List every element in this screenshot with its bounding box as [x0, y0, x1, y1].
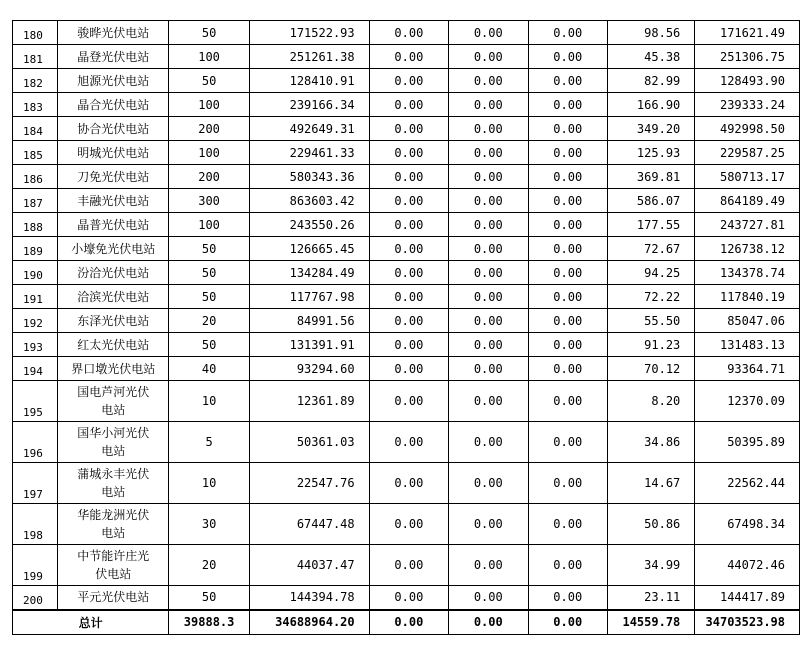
station-name: 晶普光伏电站: [58, 213, 169, 237]
value-cell: 0.00: [369, 381, 448, 422]
value-cell: 0.00: [369, 422, 448, 463]
total-value-cell: 243727.81: [695, 213, 800, 237]
value-cell: 0.00: [528, 93, 607, 117]
table-row: [13, 261, 800, 285]
value-cell: 0.00: [449, 165, 528, 189]
value-cell: 369.81: [607, 165, 694, 189]
total-value-cell: 50395.89: [695, 422, 800, 463]
value-cell: 44037.47: [249, 545, 369, 586]
value-cell: 8.20: [607, 381, 694, 422]
value-cell: 0.00: [369, 141, 448, 165]
capacity-cell: 20: [169, 545, 250, 586]
row-number: 194: [13, 357, 58, 381]
capacity-cell: 50: [169, 261, 250, 285]
value-cell: 0.00: [528, 21, 607, 45]
value-cell: 50361.03: [249, 422, 369, 463]
row-number: 181: [13, 45, 58, 69]
value-cell: 126665.45: [249, 237, 369, 261]
table-row: [13, 463, 800, 504]
capacity-cell: 10: [169, 381, 250, 422]
table-body: [13, 21, 800, 635]
total-value-cell: 128493.90: [695, 69, 800, 93]
table-row: [13, 381, 800, 422]
value-cell: 492649.31: [249, 117, 369, 141]
row-number: 198: [13, 504, 58, 545]
total-cell: 0.00: [528, 610, 607, 635]
value-cell: 586.07: [607, 189, 694, 213]
station-name: 中节能许庄光伏电站: [58, 545, 169, 586]
row-number: 195: [13, 381, 58, 422]
value-cell: 94.25: [607, 261, 694, 285]
row-number: 187: [13, 189, 58, 213]
value-cell: 0.00: [528, 422, 607, 463]
value-cell: 0.00: [369, 333, 448, 357]
total-label: 总计: [13, 610, 169, 635]
table-row: [13, 357, 800, 381]
value-cell: 0.00: [449, 93, 528, 117]
value-cell: 0.00: [528, 357, 607, 381]
value-cell: 55.50: [607, 309, 694, 333]
value-cell: 84991.56: [249, 309, 369, 333]
total-value-cell: 580713.17: [695, 165, 800, 189]
value-cell: 0.00: [449, 141, 528, 165]
value-cell: 0.00: [528, 381, 607, 422]
total-cell: 0.00: [449, 610, 528, 635]
value-cell: 34.99: [607, 545, 694, 586]
value-cell: 0.00: [449, 213, 528, 237]
station-name: 协合光伏电站: [58, 117, 169, 141]
value-cell: 91.23: [607, 333, 694, 357]
value-cell: 0.00: [449, 45, 528, 69]
value-cell: 14.67: [607, 463, 694, 504]
value-cell: 0.00: [449, 237, 528, 261]
value-cell: 177.55: [607, 213, 694, 237]
row-number: 193: [13, 333, 58, 357]
value-cell: 34.86: [607, 422, 694, 463]
value-cell: 0.00: [449, 21, 528, 45]
value-cell: 0.00: [528, 309, 607, 333]
value-cell: 0.00: [449, 504, 528, 545]
value-cell: 12361.89: [249, 381, 369, 422]
value-cell: 0.00: [369, 586, 448, 610]
value-cell: 171522.93: [249, 21, 369, 45]
value-cell: 0.00: [369, 117, 448, 141]
value-cell: 0.00: [449, 545, 528, 586]
value-cell: 144394.78: [249, 586, 369, 610]
value-cell: 239166.34: [249, 93, 369, 117]
station-name: 晶登光伏电站: [58, 45, 169, 69]
total-value-cell: 131483.13: [695, 333, 800, 357]
capacity-cell: 200: [169, 117, 250, 141]
row-number: 192: [13, 309, 58, 333]
value-cell: 0.00: [369, 165, 448, 189]
total-cell: 34703523.98: [695, 610, 800, 635]
value-cell: 0.00: [369, 463, 448, 504]
total-value-cell: 12370.09: [695, 381, 800, 422]
value-cell: 72.22: [607, 285, 694, 309]
station-name: 界口墩光伏电站: [58, 357, 169, 381]
total-value-cell: 22562.44: [695, 463, 800, 504]
value-cell: 0.00: [449, 463, 528, 504]
value-cell: 0.00: [449, 586, 528, 610]
table-row: [13, 117, 800, 141]
total-value-cell: 229587.25: [695, 141, 800, 165]
total-value-cell: 85047.06: [695, 309, 800, 333]
value-cell: 0.00: [449, 285, 528, 309]
value-cell: 0.00: [369, 69, 448, 93]
station-name: 晶合光伏电站: [58, 93, 169, 117]
value-cell: 580343.36: [249, 165, 369, 189]
station-name: 国华小河光伏电站: [58, 422, 169, 463]
value-cell: 0.00: [528, 333, 607, 357]
value-cell: 0.00: [449, 357, 528, 381]
table-row: [13, 285, 800, 309]
value-cell: 72.67: [607, 237, 694, 261]
row-number: 191: [13, 285, 58, 309]
value-cell: 0.00: [449, 261, 528, 285]
station-name: 汾洽光伏电站: [58, 261, 169, 285]
value-cell: 0.00: [449, 381, 528, 422]
total-row: [13, 610, 800, 635]
value-cell: 0.00: [369, 21, 448, 45]
value-cell: 0.00: [528, 586, 607, 610]
value-cell: 0.00: [528, 69, 607, 93]
table-row: [13, 189, 800, 213]
station-name: 骏晔光伏电站: [58, 21, 169, 45]
value-cell: 0.00: [449, 309, 528, 333]
value-cell: 0.00: [369, 189, 448, 213]
capacity-cell: 50: [169, 237, 250, 261]
total-value-cell: 492998.50: [695, 117, 800, 141]
station-name: 明城光伏电站: [58, 141, 169, 165]
capacity-cell: 100: [169, 93, 250, 117]
table-row: [13, 45, 800, 69]
row-number: 184: [13, 117, 58, 141]
station-name: 刀免光伏电站: [58, 165, 169, 189]
value-cell: 67447.48: [249, 504, 369, 545]
row-number: 196: [13, 422, 58, 463]
station-name: 国电芦河光伏电站: [58, 381, 169, 422]
total-value-cell: 93364.71: [695, 357, 800, 381]
capacity-cell: 50: [169, 333, 250, 357]
value-cell: 45.38: [607, 45, 694, 69]
capacity-cell: 100: [169, 45, 250, 69]
table-row: [13, 586, 800, 610]
settlement-table: [12, 20, 800, 635]
value-cell: 0.00: [528, 261, 607, 285]
total-value-cell: 134378.74: [695, 261, 800, 285]
value-cell: 0.00: [528, 189, 607, 213]
value-cell: 0.00: [528, 463, 607, 504]
total-value-cell: 44072.46: [695, 545, 800, 586]
value-cell: 863603.42: [249, 189, 369, 213]
value-cell: 0.00: [449, 69, 528, 93]
table-row: [13, 309, 800, 333]
value-cell: 0.00: [369, 237, 448, 261]
value-cell: 93294.60: [249, 357, 369, 381]
value-cell: 0.00: [449, 189, 528, 213]
value-cell: 0.00: [528, 545, 607, 586]
row-number: 200: [13, 586, 58, 610]
station-name: 旭源光伏电站: [58, 69, 169, 93]
capacity-cell: 10: [169, 463, 250, 504]
capacity-cell: 50: [169, 21, 250, 45]
value-cell: 125.93: [607, 141, 694, 165]
value-cell: 0.00: [449, 333, 528, 357]
value-cell: 0.00: [369, 504, 448, 545]
total-value-cell: 117840.19: [695, 285, 800, 309]
row-number: 199: [13, 545, 58, 586]
total-value-cell: 251306.75: [695, 45, 800, 69]
table-row: [13, 21, 800, 45]
table-row: [13, 213, 800, 237]
value-cell: 0.00: [528, 285, 607, 309]
value-cell: 131391.91: [249, 333, 369, 357]
value-cell: 0.00: [369, 93, 448, 117]
row-number: 180: [13, 21, 58, 45]
value-cell: 0.00: [369, 545, 448, 586]
value-cell: 134284.49: [249, 261, 369, 285]
capacity-cell: 200: [169, 165, 250, 189]
value-cell: 166.90: [607, 93, 694, 117]
value-cell: 0.00: [528, 237, 607, 261]
total-cell: 14559.78: [607, 610, 694, 635]
capacity-cell: 50: [169, 285, 250, 309]
table-row: [13, 93, 800, 117]
value-cell: 128410.91: [249, 69, 369, 93]
capacity-cell: 40: [169, 357, 250, 381]
capacity-cell: 100: [169, 213, 250, 237]
table-row: [13, 69, 800, 93]
total-capacity: 39888.3: [169, 610, 250, 635]
table-row: [13, 504, 800, 545]
value-cell: 243550.26: [249, 213, 369, 237]
row-number: 190: [13, 261, 58, 285]
row-number: 189: [13, 237, 58, 261]
table-container: [12, 20, 800, 635]
value-cell: 0.00: [449, 422, 528, 463]
table-row: [13, 422, 800, 463]
capacity-cell: 50: [169, 586, 250, 610]
value-cell: 0.00: [528, 117, 607, 141]
value-cell: 0.00: [369, 213, 448, 237]
value-cell: 0.00: [528, 141, 607, 165]
capacity-cell: 5: [169, 422, 250, 463]
row-number: 185: [13, 141, 58, 165]
station-name: 洽滨光伏电站: [58, 285, 169, 309]
value-cell: 0.00: [449, 117, 528, 141]
station-name: 华能龙洲光伏电站: [58, 504, 169, 545]
total-value-cell: 171621.49: [695, 21, 800, 45]
station-name: 小壕免光伏电站: [58, 237, 169, 261]
row-number: 197: [13, 463, 58, 504]
capacity-cell: 100: [169, 141, 250, 165]
capacity-cell: 300: [169, 189, 250, 213]
value-cell: 0.00: [369, 45, 448, 69]
total-value-cell: 239333.24: [695, 93, 800, 117]
value-cell: 229461.33: [249, 141, 369, 165]
value-cell: 22547.76: [249, 463, 369, 504]
station-name: 平元光伏电站: [58, 586, 169, 610]
value-cell: 0.00: [528, 504, 607, 545]
row-number: 186: [13, 165, 58, 189]
table-row: [13, 545, 800, 586]
station-name: 丰融光伏电站: [58, 189, 169, 213]
capacity-cell: 50: [169, 69, 250, 93]
value-cell: 0.00: [369, 357, 448, 381]
station-name: 东泽光伏电站: [58, 309, 169, 333]
table-row: [13, 141, 800, 165]
total-value-cell: 67498.34: [695, 504, 800, 545]
station-name: 红太光伏电站: [58, 333, 169, 357]
station-name: 蒲城永丰光伏电站: [58, 463, 169, 504]
value-cell: 0.00: [369, 309, 448, 333]
row-number: 188: [13, 213, 58, 237]
capacity-cell: 20: [169, 309, 250, 333]
table-row: [13, 333, 800, 357]
value-cell: 251261.38: [249, 45, 369, 69]
value-cell: 117767.98: [249, 285, 369, 309]
total-value-cell: 864189.49: [695, 189, 800, 213]
value-cell: 349.20: [607, 117, 694, 141]
row-number: 182: [13, 69, 58, 93]
value-cell: 70.12: [607, 357, 694, 381]
value-cell: 0.00: [369, 285, 448, 309]
total-cell: 0.00: [369, 610, 448, 635]
total-value-cell: 144417.89: [695, 586, 800, 610]
value-cell: 82.99: [607, 69, 694, 93]
value-cell: 23.11: [607, 586, 694, 610]
value-cell: 98.56: [607, 21, 694, 45]
table-row: [13, 165, 800, 189]
value-cell: 0.00: [369, 261, 448, 285]
total-cell: 34688964.20: [249, 610, 369, 635]
table-row: [13, 237, 800, 261]
value-cell: 0.00: [528, 213, 607, 237]
capacity-cell: 30: [169, 504, 250, 545]
value-cell: 50.86: [607, 504, 694, 545]
value-cell: 0.00: [528, 45, 607, 69]
row-number: 183: [13, 93, 58, 117]
total-value-cell: 126738.12: [695, 237, 800, 261]
value-cell: 0.00: [528, 165, 607, 189]
